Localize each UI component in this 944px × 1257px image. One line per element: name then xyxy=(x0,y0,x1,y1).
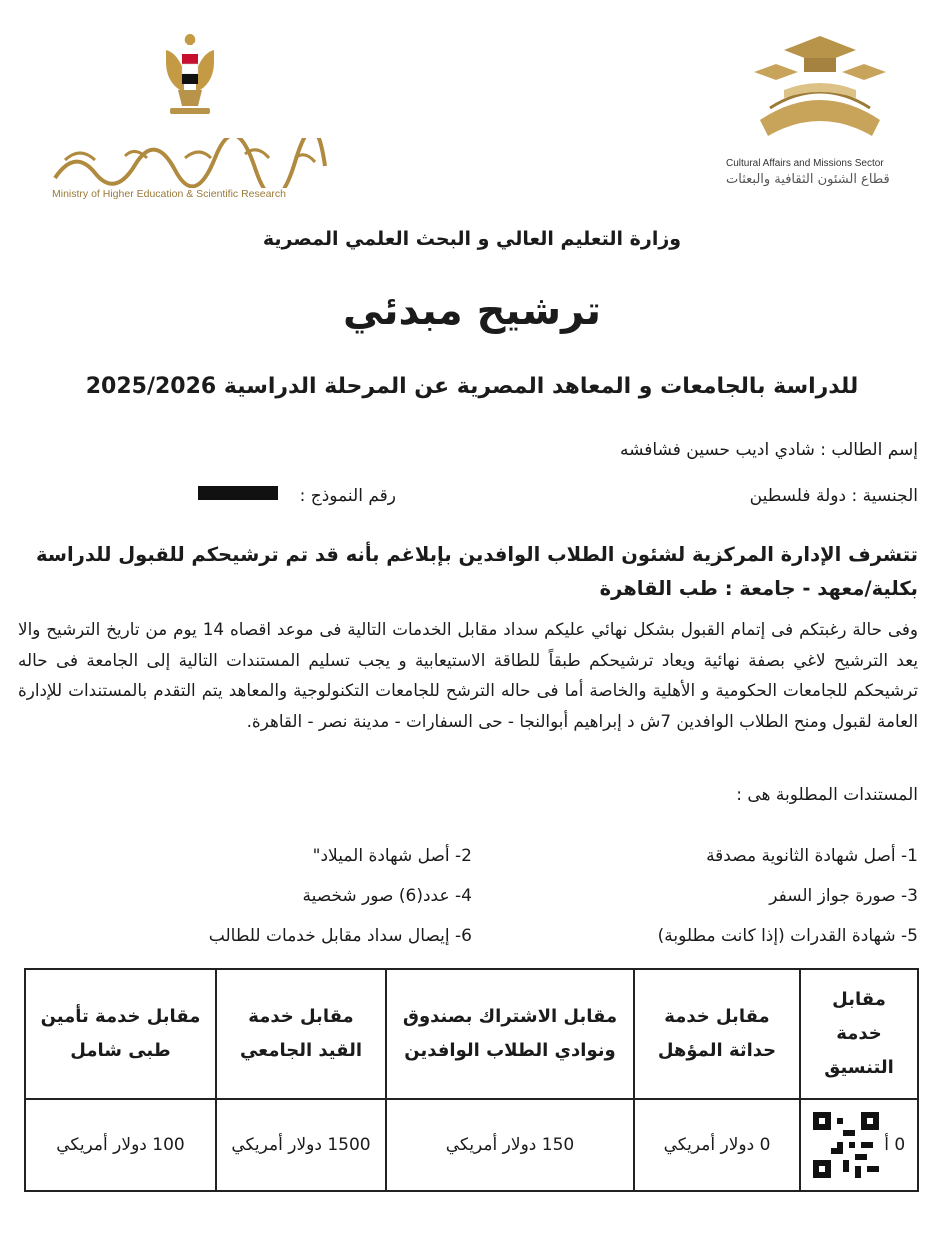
column-header: مقابل خدمة حداثة المؤهل xyxy=(634,969,800,1099)
table-header-row xyxy=(25,969,918,1099)
qr-code-icon xyxy=(813,1112,879,1178)
column-header: مقابل خدمة القيد الجامعي xyxy=(216,969,386,1099)
sector-arabic-name: قطاع الشئون الثقافية والبعثات xyxy=(726,172,890,187)
redacted-form-number xyxy=(198,486,278,500)
graduation-cap-icon xyxy=(740,30,900,150)
student-name: إسم الطالب : شادي اديب حسين فشافشه xyxy=(620,440,918,460)
ministry-logo xyxy=(40,20,340,210)
page-title: ترشيح مبدئي xyxy=(342,288,601,334)
document-item: 5- شهادة القدرات (إذا كانت مطلوبة) xyxy=(657,926,918,946)
sector-logo xyxy=(718,30,930,200)
table-cell: 1500 دولار أمريكي xyxy=(216,1099,386,1191)
table-cell: 150 دولار أمريكي xyxy=(386,1099,634,1191)
ministry-english-name: Ministry of Higher Education & Scientific Research xyxy=(52,188,287,200)
table-cell: 0 دولار أمريكي xyxy=(634,1099,800,1191)
table-row xyxy=(25,1099,918,1191)
column-header: مقابل خدمة تأمين طبى شامل xyxy=(25,969,216,1099)
form-number-label: رقم النموذج : xyxy=(299,486,396,506)
document-item: 3- صورة جواز السفر xyxy=(769,886,918,906)
table-cell: 100 دولار أمريكي xyxy=(25,1099,216,1191)
nomination-notice xyxy=(28,538,918,606)
instructions-paragraph: وفى حالة رغبتكم فى إتمام القبول بشكل نهائي عليكم سداد مقابل الخدمات التالية فى موعد اقصاه 14 يوم من تاريخ الترشيح والا يعد الترشيح لاغي بصفة نهائية ويعاد ترشيحكم طبقاً للطاقة الاستيعابية و يجب تسليم المستندات التالية إلى الجامعة فى حاله ترشيحكم للجامعات الحكومية و الأهلية والخاصة أما فى حاله الترشح للجامعات التكنولوجية والمعاهد يتم التقدم بالمستندات للإدارة العامة لقبول ومنح الطلاب الوافدين 7ش د إبراهيم أبوالنجا - حى السفارات - مدينة نصر - القاهرة. xyxy=(18,619,918,731)
document-item: 2- أصل شهادة الميلاد" xyxy=(312,846,472,866)
document-item: 4- عدد(6) صور شخصية xyxy=(302,886,472,906)
student-nationality: الجنسية : دولة فلسطين xyxy=(749,486,918,506)
column-header: مقابل الاشتراك بصندوق ونوادي الطلاب الوافدين xyxy=(386,969,634,1099)
egypt-eagle-icon xyxy=(160,30,220,120)
column-header: مقابل خدمة التنسيق xyxy=(800,969,918,1099)
ministry-calligraphy xyxy=(45,138,335,188)
sector-english-name: Cultural Affairs and Missions Sector xyxy=(726,158,884,169)
page-subtitle: للدراسة بالجامعات و المعاهد المصرية عن المرحلة الدراسية 2025/2026 xyxy=(85,374,859,399)
document-item: 6- إيصال سداد مقابل خدمات للطالب xyxy=(208,926,472,946)
documents-label: المستندات المطلوبة هى : xyxy=(736,785,918,805)
notice-line-2: بكلية/معهد - جامعة : طب القاهرة xyxy=(599,577,918,600)
notice-line-1: تتشرف الإدارة المركزية لشئون الطلاب الوافدين بإبلاغم بأنه قد تم ترشيحكم للقبول للدراسة xyxy=(35,543,918,566)
fees-table xyxy=(24,968,919,1192)
table-cell xyxy=(800,1099,918,1191)
ministry-heading: وزارة التعليم العالي و البحث العلمي المصرية xyxy=(262,228,682,250)
document-item: 1- أصل شهادة الثانوية مصدقة xyxy=(706,846,918,866)
table-cell-value: 0 أ xyxy=(884,1135,906,1155)
